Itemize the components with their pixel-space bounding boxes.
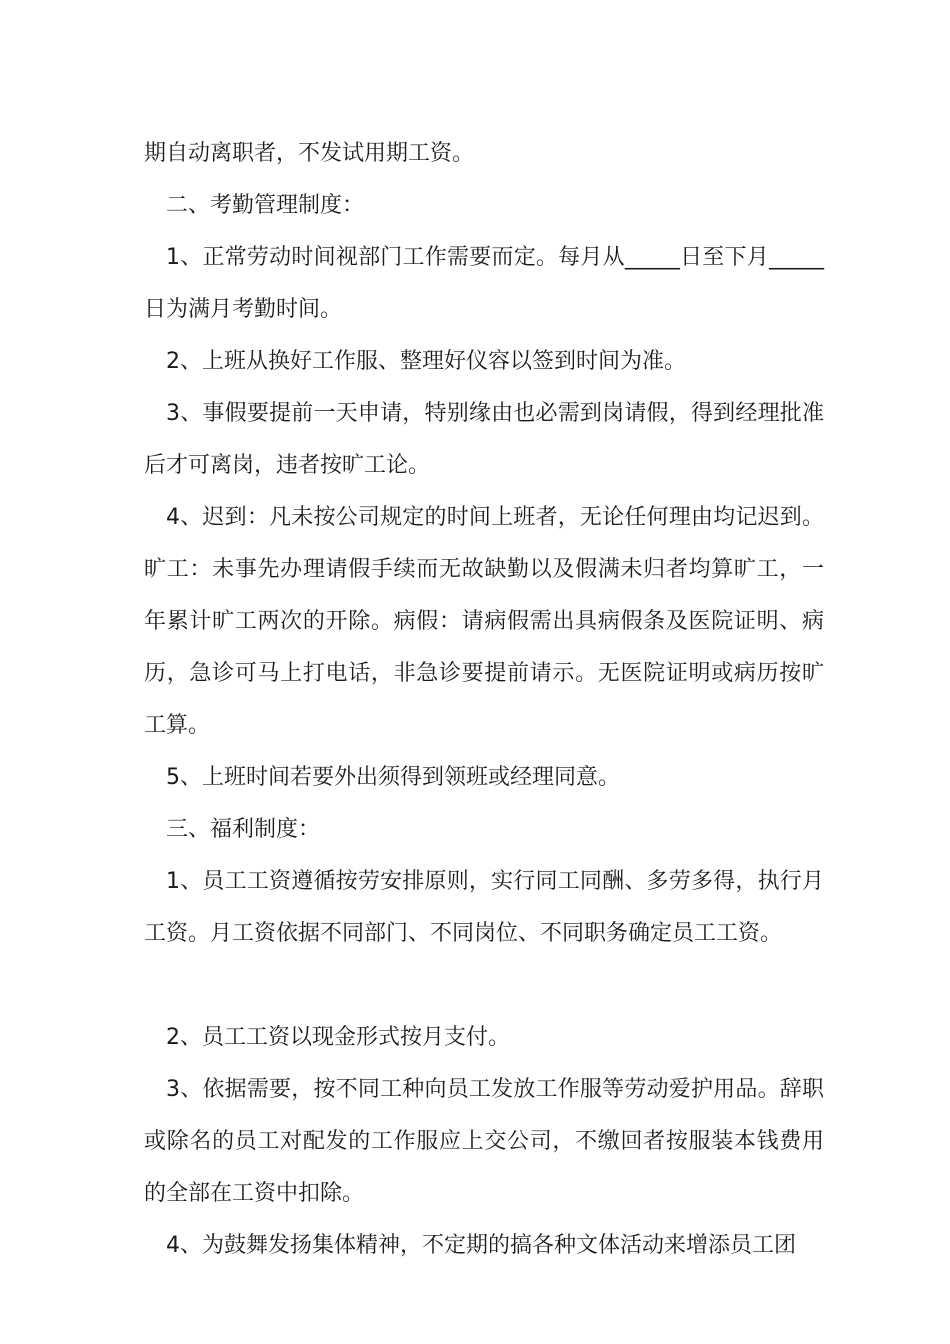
blank-line (144, 960, 824, 1012)
paragraph-attendance-1: 1、正常劳动时间视部门工作需要而定。每月从_____日至下月_____日为满月考勤时间。 (144, 245, 824, 322)
section-heading-attendance: 二、考勤管理制度： (166, 193, 365, 218)
paragraph-welfare-3: 3、依据需要，按不同工种向员工发放工作服等劳动爱护用品。辞职或除名的员工对配发的工作服应上交公司，不缴回者按服装本钱费用的全部在工资中扣除。 (144, 1077, 824, 1206)
paragraph-attendance-3: 3、事假要提前一天申请，特别缘由也必需到岗请假，得到经理批准后才可离岗，违者按旷工论。 (144, 401, 824, 478)
paragraph-continuation: 期自动离职者，不发试用期工资。 (144, 141, 475, 166)
section-heading-welfare: 三、福利制度： (166, 817, 321, 842)
paragraph-attendance-4: 4、迟到：凡未按公司规定的时间上班者，无论任何理由均记迟到。旷工：未事先办理请假手续而无故缺勤以及假满未归者均算旷工，一年累计旷工两次的开除。病假：请病假需出具病假条及医院证明、病历，急诊可马上打电话，非急诊要提前请示。无医院证明或病历按旷工算。 (144, 505, 824, 738)
paragraph-welfare-2: 2、员工工资以现金形式按月支付。 (166, 1025, 510, 1050)
document-body (144, 128, 824, 1272)
paragraph-welfare-4: 4、为鼓舞发扬集体精神，不定期的搞各种文体活动来增添员工团 (166, 1233, 796, 1258)
paragraph-attendance-2: 2、上班从换好工作服、整理好仪容以签到时间为准。 (166, 349, 686, 374)
paragraph-welfare-1: 1、员工工资遵循按劳安排原则，实行同工同酬、多劳多得，执行月工资。月工资依据不同部门、不同岗位、不同职务确定员工工资。 (144, 869, 824, 946)
paragraph-attendance-5: 5、上班时间若要外出须得到领班或经理同意。 (166, 765, 620, 790)
